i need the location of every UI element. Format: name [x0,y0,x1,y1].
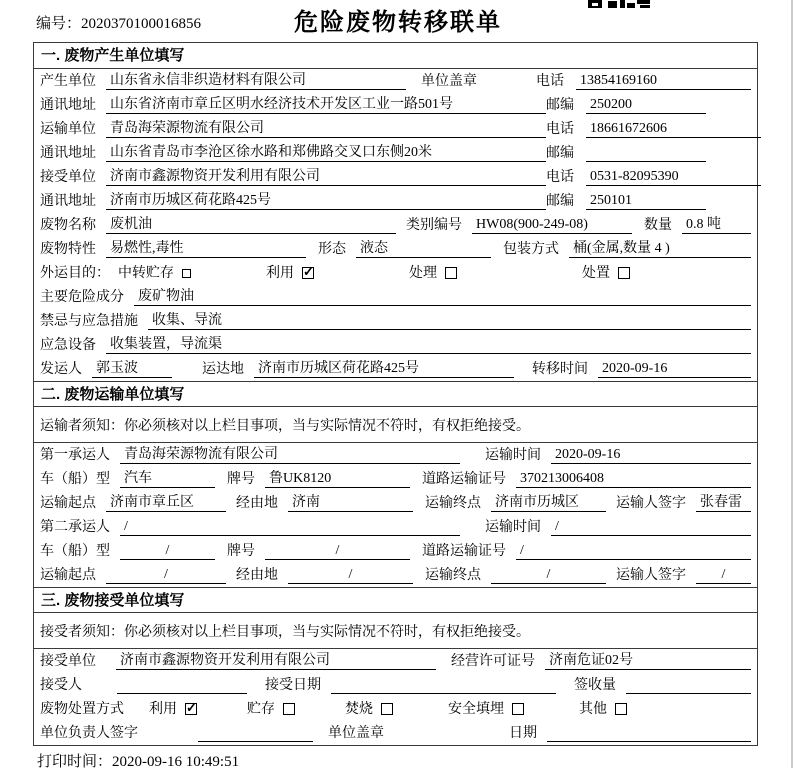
form-label: 形态 [318,242,346,257]
phone-label: 电话 [546,170,574,185]
producer-phone: 13854169160 [576,72,751,90]
zip-label: 邮编 [546,194,574,209]
phone-label: 电话 [536,74,564,89]
transporter-row [34,117,757,141]
checkbox-dispose [618,267,630,279]
carrier-sign-label: 运输人签字 [616,496,686,511]
option-label: 其他 [579,702,607,717]
carrier-sign-label: 运输人签字 [616,568,686,583]
address-label: 通讯地址 [40,146,96,161]
responsible-sign-label: 单位负责人签字 [40,726,138,741]
route1-start: 济南市章丘区 [106,494,226,512]
responsible-signature [198,725,313,742]
signoff-date [547,725,751,742]
checkbox-utilize [302,267,314,279]
hazard-label: 主要危险成分 [40,290,124,305]
phone-label: 电话 [546,122,574,137]
shipper-name: 郭玉波 [92,360,172,378]
emergency-label: 禁忌与应急措施 [40,314,138,329]
checkbox-utilize [185,703,197,715]
receiver-phone: 0531-82095390 [586,168,761,186]
waste-name-row [34,213,757,237]
transporter-label: 运输单位 [40,122,96,137]
transfer-form [33,42,758,746]
equipment-value: 收集装置，导流渠 [106,336,751,354]
destination-label: 运达地 [202,362,244,377]
traits-label: 废物特性 [40,242,96,257]
purpose-option-dispose [582,262,630,282]
section1-header: 一. 废物产生单位填写 [34,43,757,69]
checkbox-storage [283,703,295,715]
destination-value: 济南市历城区荷花路425号 [254,360,514,378]
route2-signature: / [696,566,751,584]
emergency-row [34,309,757,333]
section3-header: 三. 废物接受单位填写 [34,587,757,613]
carrier2-label: 第二承运人 [40,520,110,535]
road-permit-label: 道路运输证号 [422,544,506,559]
receiver-value: 济南市鑫源物资开发利用有限公司 [106,168,546,186]
route1-end: 济南市历城区 [491,494,606,512]
purpose-option-treat [409,262,457,282]
route1-signature: 张春雷 [696,494,751,512]
transporter-zip [586,145,706,162]
accept-person-label: 接受人 [40,678,82,693]
checkbox-transfer-storage [182,269,191,278]
carrier2-row [34,515,757,539]
option-label: 利用 [149,702,177,717]
option-label: 处置 [582,266,610,281]
transport-time-label: 运输时间 [485,520,541,535]
serial-label: 编号： [36,16,82,32]
road-permit-label: 道路运输证号 [422,472,506,487]
accept-unit-value: 济南市鑫源物资开发利用有限公司 [116,652,436,670]
plate-label: 牌号 [227,472,255,487]
vehicle2-row [34,539,757,563]
transporter-phone-group [546,118,761,138]
print-time [37,750,239,768]
disposal-option-utilize [149,698,197,718]
producer-row [34,69,757,93]
hazard-row [34,285,757,309]
vehicle1-row [34,467,757,491]
equipment-label: 应急设备 [40,338,96,353]
transporter-zip-group [546,142,761,162]
plate-label: 牌号 [227,544,255,559]
route2-via: / [288,566,413,584]
producer-value: 山东省永信非织造材料有限公司 [106,72,406,90]
carrier2-time: / [551,518,751,536]
waste-name: 废机油 [106,216,396,234]
checkbox-incinerate [381,703,393,715]
receiver-notice [34,613,757,649]
route-via-label: 经由地 [236,496,278,511]
receiver-zip-group [546,190,761,210]
vehicle-type-label: 车（船）型 [40,544,110,559]
signoff-row [34,721,757,745]
shipper-label: 发运人 [40,362,82,377]
route1-via: 济南 [288,494,413,512]
receiver-label: 接受单位 [40,170,96,185]
license-label: 经营许可证号 [451,654,535,669]
equipment-row [34,333,757,357]
transporter-address-row [34,141,757,165]
option-label: 中转贮存 [118,266,174,281]
notice-text: 运输者须知：你必须核对以上栏目事项，当与实际情况不符时，有权拒绝接受。 [40,418,530,434]
receiver-phone-group [546,166,761,186]
accept-date [331,677,556,694]
checkbox-treat [445,267,457,279]
disposal-option-incinerate [345,698,393,718]
option-label: 焚烧 [345,702,373,717]
disposal-option-landfill [448,698,524,718]
checkbox-landfill [512,703,524,715]
page-edge-line [791,0,793,768]
packaging-label: 包装方式 [503,242,559,257]
vehicle1-permit: 370213006408 [516,470,751,488]
option-label: 安全填埋 [448,702,504,717]
hazard-value: 废矿物油 [134,288,751,306]
vehicle1-plate: 鲁UK8120 [265,470,410,488]
category-code: HW08(900-249-08) [472,216,632,234]
waste-traits-row [34,237,757,261]
receiver-row [34,165,757,189]
transport-time-label: 运输时间 [485,448,541,463]
purpose-label: 外运目的： [40,266,110,281]
accept-unit-row [34,649,757,673]
vehicle2-type: / [120,542,215,560]
zip-label: 邮编 [546,98,574,113]
disposal-label: 废物处置方式 [40,702,124,717]
license-value: 济南危证02号 [545,652,751,670]
date-label: 日期 [509,726,537,741]
producer-address: 山东省济南市章丘区明水经济技术开发区工业一路501号 [106,96,546,114]
producer-label: 产生单位 [40,74,96,89]
carrier1-time: 2020-09-16 [551,446,751,464]
receipt-qty [626,677,751,694]
route-start-label: 运输起点 [40,496,96,511]
accept-person-row [34,673,757,697]
form-value: 液态 [356,240,491,258]
qr-code-fragment [588,0,654,10]
waste-name-label: 废物名称 [40,218,96,233]
transporter-notice [34,407,757,443]
vehicle2-plate: / [265,542,410,560]
route2-end: / [491,566,606,584]
transfer-time-label: 转移时间 [532,362,588,377]
print-time-value: 2020-09-16 10:49:51 [112,754,240,768]
transfer-time: 2020-09-16 [598,360,751,378]
producer-zip-group [546,94,761,114]
carrier1-row [34,443,757,467]
carrier2-value: / [120,518,460,536]
section2-header: 二. 废物运输单位填写 [34,381,757,407]
producer-zip: 250200 [586,96,706,114]
transporter-address: 山东省青岛市李沧区徐水路和郑佛路交叉口东侧20米 [106,144,546,162]
receipt-qty-label: 签收量 [574,678,616,693]
quantity-value: 0.8 吨 [682,216,751,234]
notice-text: 接受者须知：你必须核对以上栏目事项，当与实际情况不符时，有权拒绝接受。 [40,624,530,640]
producer-address-row [34,93,757,117]
emergency-value: 收集、导流 [148,312,751,330]
route2-row [34,563,757,587]
route-end-label: 运输终点 [425,568,481,583]
category-label: 类别编号 [406,218,462,233]
disposal-option-storage [247,698,295,718]
dispatch-row [34,357,757,381]
route-end-label: 运输终点 [425,496,481,511]
option-label: 利用 [266,266,294,281]
purpose-option-transfer-storage [118,262,191,282]
seal-label: 单位盖章 [421,74,477,89]
vehicle2-permit: / [516,542,751,560]
unit-seal-label: 单位盖章 [328,726,384,741]
receiver-zip: 250101 [586,192,706,210]
address-label: 通讯地址 [40,98,96,113]
producer-phone-group [536,70,751,90]
transporter-value: 青岛海荣源物流有限公司 [106,120,546,138]
route1-row [34,491,757,515]
disposal-row [34,697,757,721]
transporter-phone: 18661672606 [586,120,761,138]
page-title: 危险废物转移联单 [294,9,502,36]
zip-label: 邮编 [546,146,574,161]
receiver-address: 济南市历城区荷花路425号 [106,192,546,210]
vehicle-type-label: 车（船）型 [40,472,110,487]
accept-person [117,677,247,694]
address-label: 通讯地址 [40,194,96,209]
packaging-value: 桶(金属,数量 4 ) [569,240,751,258]
vehicle1-type: 汽车 [120,470,215,488]
receiver-address-row [34,189,757,213]
traits-value: 易燃性,毒性 [106,240,306,258]
carrier1-value: 青岛海荣源物流有限公司 [120,446,460,464]
purpose-row [34,261,757,285]
print-time-label: 打印时间： [37,754,113,768]
route-via-label: 经由地 [236,568,278,583]
accept-unit-label: 接受单位 [40,654,96,669]
carrier1-label: 第一承运人 [40,448,110,463]
accept-date-label: 接受日期 [265,678,321,693]
disposal-option-other [579,698,627,718]
option-label: 贮存 [247,702,275,717]
purpose-option-utilize [266,262,314,282]
quantity-label: 数量 [644,218,672,233]
checkbox-other [615,703,627,715]
serial-value: 2020370100016856 [81,16,202,32]
option-label: 处理 [409,266,437,281]
route-start-label: 运输起点 [40,568,96,583]
route2-start: / [106,566,226,584]
